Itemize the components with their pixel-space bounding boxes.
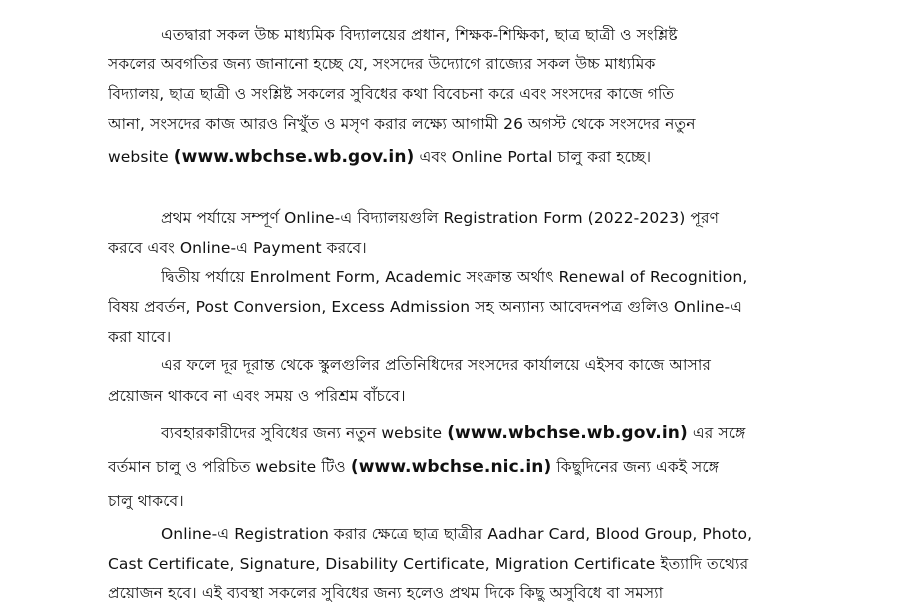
paragraph-5-line-3: চালু থাকবে। xyxy=(108,492,184,510)
line-text: website xyxy=(108,148,174,166)
paragraph-6-line-3: প্রয়োজন হবে। এই ব্যবস্থা সকলের সুবিধের জন্য হলেও প্রথম দিকে কিছু অসুবিধে বা সমস্যা xyxy=(108,584,664,602)
paragraph-4-line-2: প্রয়োজন থাকবে না এবং সময় ও পরিশ্রম বাঁচবে। xyxy=(108,387,406,405)
paragraph-5-line-1 xyxy=(161,422,803,444)
website-url-current: (www.wbchse.nic.in) xyxy=(350,457,552,477)
paragraph-2-line-1: প্রথম পর্যায়ে সম্পূর্ণ Online-এ বিদ্যালয়গুলি Registration Form (2022-2023) পূরণ xyxy=(161,209,720,227)
website-url-new: (www.wbchse.wb.gov.in) xyxy=(173,147,415,167)
paragraph-1-line-4: আনা, সংসদের কাজ আরও নিখুঁত ও মসৃণ করার লক্ষ্যে আগামী 26 অগস্ট থেকে সংসদের নতুন xyxy=(108,115,696,133)
line-text: কিছুদিনের জন্য একই সঙ্গে xyxy=(551,458,719,476)
paragraph-3-line-2: বিষয় প্রবর্তন, Post Conversion, Excess Admission সহ অন্যান্য আবেদনপত্র গুলিও Online-এ xyxy=(108,298,743,316)
paragraph-6-line-1: Online-এ Registration করার ক্ষেত্রে ছাত্র ছাত্রীর Aadhar Card, Blood Group, Photo, xyxy=(161,525,753,543)
line-text: বর্তমান চালু ও পরিচিত website টিও xyxy=(108,458,351,476)
paragraph-5-line-2 xyxy=(108,456,803,478)
paragraph-6-line-2: Cast Certificate, Signature, Disability Certificate, Migration Certificate ইত্যাদি তথ্যের xyxy=(108,555,749,573)
paragraph-1-line-5 xyxy=(108,146,803,168)
paragraph-1-line-1: এতদ্বারা সকল উচ্চ মাধ্যমিক বিদ্যালয়ের প্রধান, শিক্ষক-শিক্ষিকা, ছাত্র ছাত্রী ও সংশ্লিষ্ট xyxy=(161,26,678,44)
paragraph-1-line-3: বিদ্যালয়, ছাত্র ছাত্রী ও সংশ্লিষ্ট সকলের সুবিধের কথা বিবেচনা করে এবং সংসদের কাজে গতি xyxy=(108,85,675,103)
paragraph-3-line-1: দ্বিতীয় পর্যায়ে Enrolment Form, Academic সংক্রান্ত অর্থাৎ Renewal of Recognition, xyxy=(161,268,748,286)
line-text: এর সঙ্গে xyxy=(687,424,746,442)
line-text: ব্যবহারকারীদের সুবিধের জন্য নতুন website xyxy=(161,424,448,442)
paragraph-2-line-2: করবে এবং Online-এ Payment করবে। xyxy=(108,239,367,257)
paragraph-1-line-2: সকলের অবগতির জন্য জানানো হচ্ছে যে, সংসদের উদ্যোগে রাজ্যের সকল উচ্চ মাধ্যমিক xyxy=(108,55,656,73)
website-url-new: (www.wbchse.wb.gov.in) xyxy=(447,423,688,443)
paragraph-4-line-1: এর ফলে দূর দূরান্ত থেকে স্কুলগুলির প্রতিনিধিদের সংসদের কার্যালয়ে এইসব কাজে আসার xyxy=(161,356,712,374)
line-text: এবং Online Portal চালু করা হচ্ছে। xyxy=(414,148,652,166)
paragraph-3-line-3: করা যাবে। xyxy=(108,328,172,346)
